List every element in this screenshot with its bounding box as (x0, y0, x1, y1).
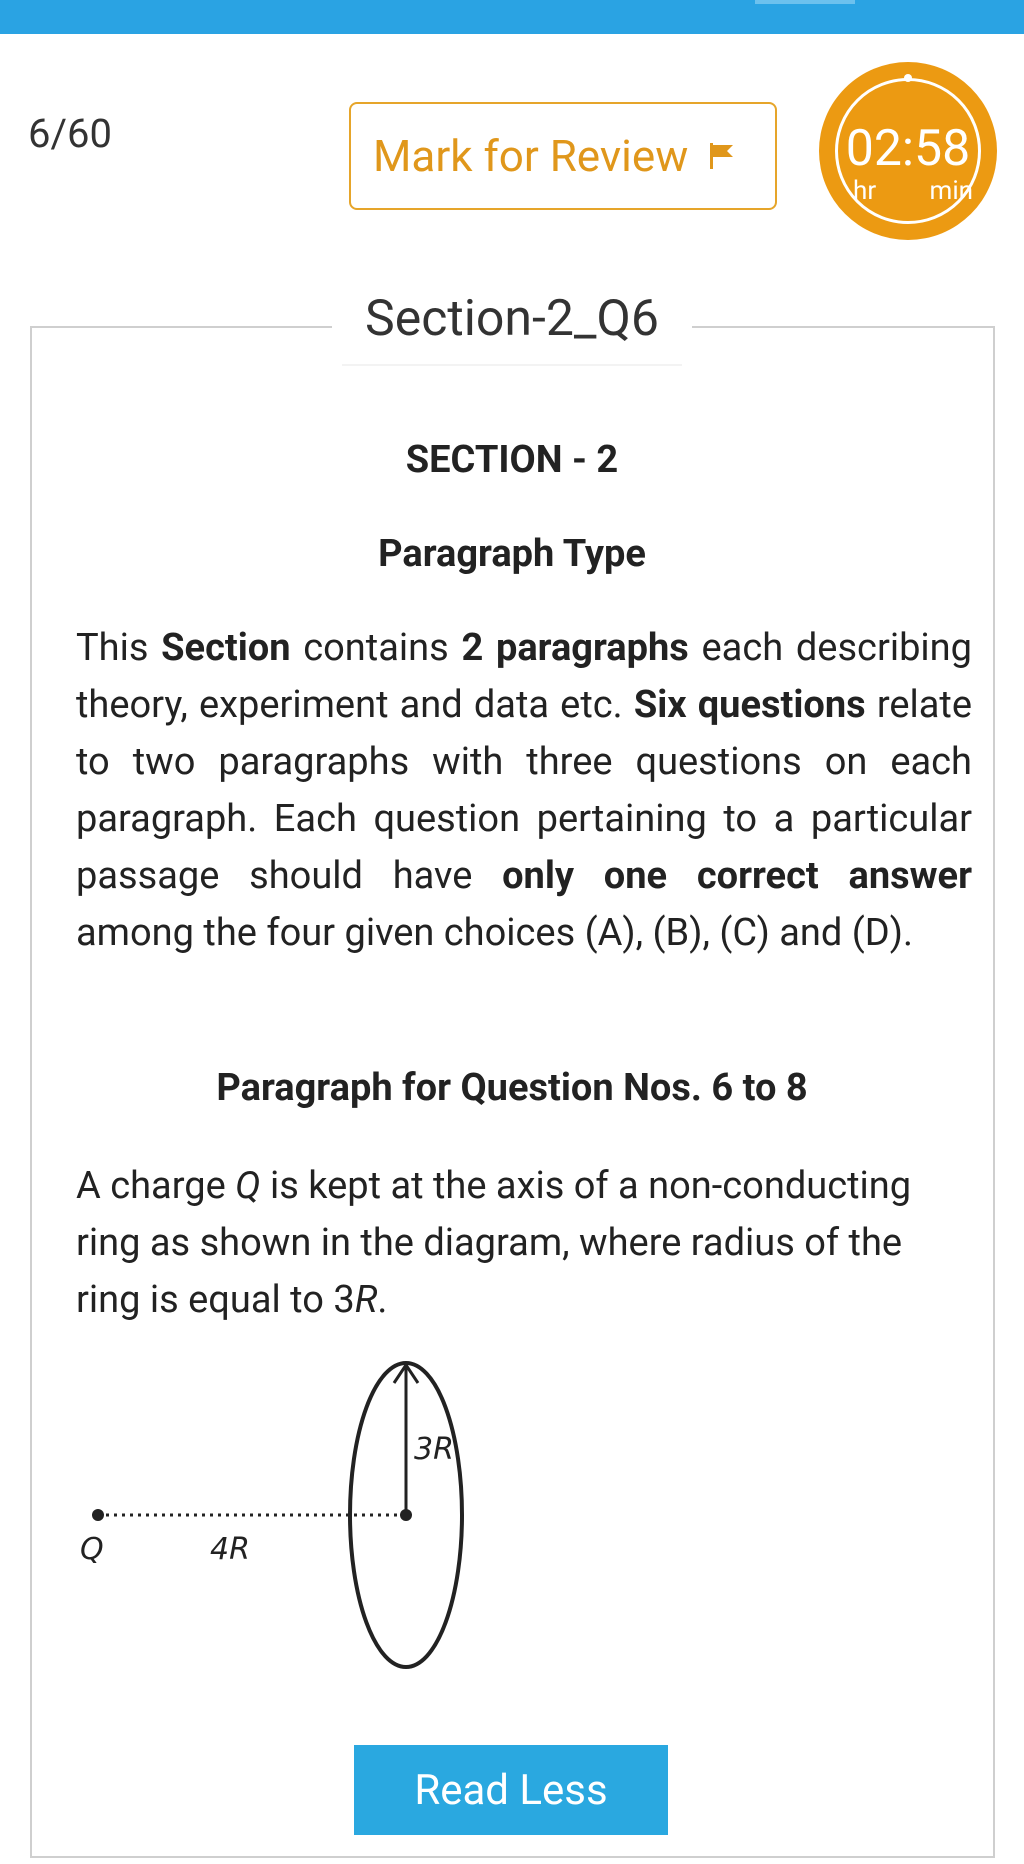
instructions-text-4: relate to two paragraphs with three questions on each paragraph. Each question pertaining to a particular passage should have (76, 683, 973, 898)
instructions-bold-2: 2 paragraphs (461, 626, 689, 670)
read-less-button[interactable]: Read Less (354, 1745, 668, 1835)
panel-title-text: Section-2_Q6 (365, 290, 659, 348)
countdown-timer (819, 62, 997, 240)
instructions-bold-4: only one correct answer (502, 854, 972, 898)
passage-radius-symbol: R (354, 1278, 378, 1322)
instructions-paragraph (76, 620, 972, 962)
timer-unit-hours: hr (853, 176, 877, 206)
passage-text-1: A charge (76, 1164, 236, 1208)
charge-point (92, 1509, 104, 1521)
instructions-text-1: This (76, 626, 162, 670)
instructions-bold-3: Six questions (633, 683, 866, 727)
timer-unit-minutes: min (929, 176, 973, 206)
timer-units (853, 176, 973, 206)
paragraph-type-heading: Paragraph Type (378, 532, 646, 576)
passage-charge-symbol: Q (235, 1164, 261, 1208)
section-heading: SECTION - 2 (405, 438, 619, 482)
distance-label: 4R (210, 1532, 250, 1567)
status-bar-highlight (755, 0, 855, 4)
charge-ring-diagram (60, 1355, 500, 1675)
instructions-text-5: among the four given choices (A), (B), (C) and (D). (76, 911, 913, 955)
mark-for-review-label: Mark for Review (373, 130, 689, 182)
panel-title-underline (342, 364, 682, 366)
mark-for-review-button[interactable] (349, 102, 777, 210)
passage-paragraph (76, 1158, 972, 1329)
instructions-bold-1: Section (161, 626, 291, 670)
paragraph-heading: Paragraph for Question Nos. 6 to 8 (216, 1066, 808, 1110)
top-status-bar (0, 0, 1024, 34)
radius-label: 3R (414, 1432, 454, 1467)
charge-label: Q (80, 1532, 104, 1567)
timer-time: 02:58 (845, 120, 971, 178)
flag-icon (710, 143, 734, 169)
instructions-text-3: each describing theory, experiment and data etc. (76, 626, 972, 727)
instructions-text-2: contains (290, 626, 462, 670)
timer-dot (904, 74, 912, 82)
question-counter: 6/60 (28, 110, 112, 157)
panel-title (332, 290, 692, 366)
passage-text-3: . (377, 1278, 388, 1322)
passage-text-2: is kept at the axis of a non-conducting ring as shown in the diagram, where radius of the ring is equal to 3 (76, 1164, 912, 1322)
